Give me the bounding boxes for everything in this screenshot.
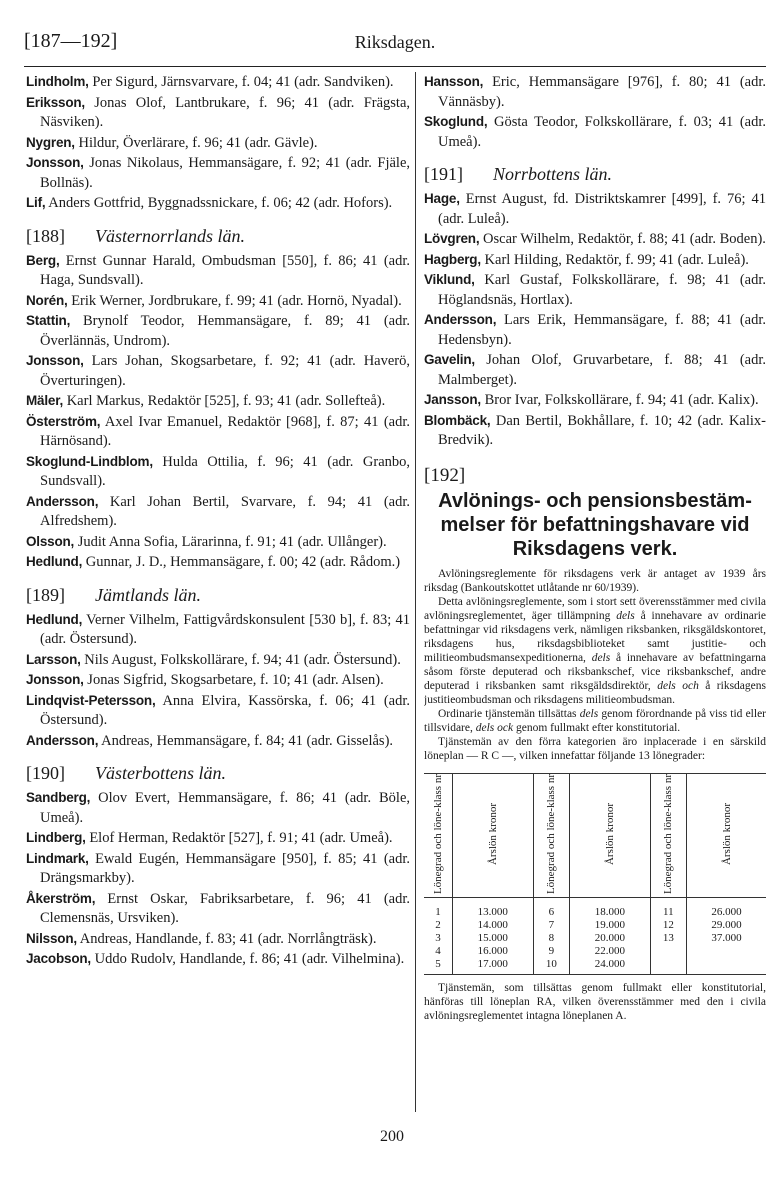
table-cell: 13 [650, 932, 687, 945]
right-column [424, 72, 766, 1111]
member-entry: Larsson, Nils August, Folkskollärare, f. 94; 41 (adr. Östersund). [26, 651, 401, 668]
table-header: Lönegrad och löne-klass nr [533, 773, 570, 897]
table-cell: 17.000 [453, 958, 534, 975]
table-cell: 14.000 [453, 919, 534, 932]
table-row [424, 932, 766, 945]
member-entry: Lindberg, Elof Herman, Redaktör [527], f. 91; 41 (adr. Umeå). [26, 830, 393, 846]
paragraph-scope: Detta avlöningsreglemente, som i stort sett överensstämmer med civila avlöningsreglementet, äger tillämpning dels å innehavare av ordinarie befattningar vid riksdagens verk, nämligen riksbanken, riksgäldskontoret, riksdagens hus, riksdagsbiblioteket samt justitie- och militieombudsmansexpeditionerna, dels å innehavare av befattningarna såsom förste deputerad och riksbankschef, vice riksbankschef, andre deputerad i riksbanken samt riksgäldsdirektör, dels och å riksdagens justitieombudsman och riksdagens militieombudsman. [424, 595, 766, 706]
paragraph-regulation: Avlöningsreglemente för riksdagens verk är antaget av 1939 års riksdag (Bankoutskottet utlåtande nr 60/1939). [424, 567, 766, 594]
member-entry: Mäler, Karl Markus, Redaktör [525], f. 93; 41 (adr. Sollefteå). [26, 393, 386, 409]
member-entry: Andersson, Lars Erik, Hemmansägare, f. 88; 41 (adr. Hedensbyn). [424, 312, 766, 348]
member-entry: Lindmark, Ewald Eugén, Hemmansägare [950], f. 85; 41 (adr. Drängsmarkby). [26, 850, 410, 886]
table-cell: 3 [435, 931, 441, 944]
member-entry: Blombäck, Dan Bertil, Bokhållare, f. 10; 42 (adr. Kalix-Bredvik). [424, 412, 766, 448]
member-entry: Viklund, Karl Gustaf, Folkskollärare, f. 98; 41 (adr. Höglandsnäs, Hortlax). [424, 272, 766, 308]
table-header: Lönegrad och löne-klass nr [424, 773, 453, 897]
table-cell: 18.000 [570, 897, 651, 919]
paragraph-appointment: Ordinarie tjänstemän tillsättas dels genom förordnande på viss tid eller tillsvidare, dels ock genom fullmakt efter konstitutorial. [424, 707, 766, 734]
table-row [424, 897, 766, 919]
table-cell: 5 [424, 958, 453, 975]
table-cell: 13.000 [453, 897, 534, 919]
section-heading-191: [191] Norrbottens län. [424, 164, 613, 184]
member-entry: Andersson, Andreas, Hemmansägare, f. 84; 41 (adr. Gisselås). [26, 732, 394, 749]
table-cell: 4 [435, 944, 441, 957]
table-cell: 26.000 [687, 897, 766, 919]
page-number: 200 [380, 1128, 404, 1145]
table-cell [650, 958, 687, 975]
table-header-row [424, 773, 766, 897]
table-cell: 19.000 [570, 919, 651, 932]
page-range: [187—192] [24, 30, 118, 52]
member-entry: Jacobson, Uddo Rudolv, Handlande, f. 86; 41 (adr. Vilhelmina). [26, 951, 405, 967]
page-header [24, 30, 766, 67]
member-entry: Eriksson, Jonas Olof, Lantbrukare, f. 96; 41 (adr. Frägsta, Näsviken). [26, 94, 410, 130]
table-cell: 37.000 [687, 932, 766, 945]
member-entry: Nygren, Hildur, Överlärare, f. 96; 41 (adr. Gävle). [26, 134, 318, 151]
table-cell: 24.000 [570, 958, 651, 975]
member-entry: Stattin, Brynolf Teodor, Hemmansägare, f. 89; 41 (adr. Överlännäs, Undrom). [26, 313, 410, 349]
member-entry: Österström, Axel Ivar Emanuel, Redaktör [968], f. 87; 41 (adr. Härnösand). [26, 413, 410, 449]
member-entry: Lövgren, Oscar Wilhelm, Redaktör, f. 88; 41 (adr. Boden). [424, 231, 766, 247]
section-number-192: [192] [424, 464, 466, 486]
table-row [424, 945, 766, 958]
member-entry: Åkerström, Ernst Oskar, Fabriksarbetare, f. 96; 41 (adr. Clemensnäs, Ursviken). [26, 890, 410, 926]
section-heading-189: [189] Jämtlands län. [26, 584, 201, 605]
member-entry: Jonsson, Jonas Nikolaus, Hemmansägare, f. 92; 41 (adr. Fjäle, Bollnäs). [26, 155, 410, 191]
member-entry: Lindqvist-Petersson, Anna Elvira, Kassörska, f. 06; 41 (adr. Östersund). [26, 692, 410, 728]
member-entry: Nilsson, Andreas, Handlande, f. 83; 41 (adr. Norrlångträsk). [26, 930, 377, 947]
table-cell: 6 [533, 897, 570, 919]
table-header: Årslön kronor [570, 773, 651, 897]
paragraph-salary-plan-ra: Tjänstemän, som tillsättas genom fullmakt eller konstitutorial, hänföras till löneplan RA, vilken överensstämmer med den i civila avlöningsreglementet intagna löneplanen A. [424, 981, 766, 1022]
member-entry: Skoglund, Gösta Teodor, Folkskollärare, f. 03; 41 (adr. Umeå). [424, 114, 766, 150]
member-entry: Olsson, Judit Anna Sofia, Lärarinna, f. 91; 41 (adr. Ullånger). [26, 533, 387, 550]
paragraph-salary-plan: Tjänstemän av den förra kategorien äro inplacerade i en särskild löneplan — R C —, vilken innefattar följande 13 lönegrader: [424, 735, 766, 762]
table-cell [687, 945, 766, 958]
table-header: Lönegrad och löne-klass nr [650, 773, 687, 897]
member-entry: Lif, Anders Gottfrid, Byggnadssnickare, f. 06; 42 (adr. Hofors). [26, 195, 393, 211]
member-entry: Andersson, Karl Johan Bertil, Svarvare, f. 94; 41 (adr. Alfredshem). [26, 493, 410, 529]
left-column [26, 72, 410, 1111]
table-cell: 16.000 [453, 945, 534, 958]
table-cell: 29.000 [687, 919, 766, 932]
table-header: Årslön kronor [453, 773, 534, 897]
member-entry: Hagberg, Karl Hilding, Redaktör, f. 99; 41 (adr. Luleå). [424, 251, 749, 268]
member-entry: Hage, Ernst August, fd. Distriktskamrer [499], f. 76; 41 (adr. Luleå). [424, 191, 766, 227]
member-entry: Lindholm, Per Sigurd, Järnsvarvare, f. 04; 41 (adr. Sandviken). [26, 74, 394, 90]
table-cell: 11 [650, 897, 687, 919]
table-cell [650, 945, 687, 958]
section-heading-190: [190] Västerbottens län. [26, 763, 226, 783]
section-title-192: Avlönings- och pensionsbestäm- melser för befattningshavare vid Riksdagens verk. [438, 489, 752, 560]
member-entry: Sandberg, Olov Evert, Hemmansägare, f. 86; 41 (adr. Böle, Umeå). [26, 790, 410, 826]
member-entry: Hansson, Eric, Hemmansägare [976], f. 80; 41 (adr. Vännäsby). [424, 74, 766, 110]
table-cell: 15.000 [453, 932, 534, 945]
table-cell: 22.000 [570, 945, 651, 958]
table-cell: 8 [533, 932, 570, 945]
table-cell: 12 [650, 919, 687, 932]
member-entry: Jonsson, Lars Johan, Skogsarbetare, f. 92; 41 (adr. Haverö, Överturingen). [26, 353, 410, 389]
table-cell: 1 [435, 905, 441, 918]
table-cell: 10 [533, 958, 570, 975]
member-entry: Norén, Erik Werner, Jordbrukare, f. 99; 41 (adr. Hornö, Nyadal). [26, 292, 402, 309]
table-cell [687, 958, 766, 975]
table-cell: 2 [435, 918, 441, 931]
member-entry: Berg, Ernst Gunnar Harald, Ombudsman [550], f. 86; 41 (adr. Haga, Sundsvall). [26, 252, 410, 288]
table-header: Årslön kronor [687, 773, 766, 897]
member-entry: Hedlund, Verner Vilhelm, Fattigvårdskonsulent [530 b], f. 83; 41 (adr. Östersund). [26, 611, 410, 647]
page-title: Riksdagen. [354, 32, 436, 52]
member-entry: Jansson, Bror Ivar, Folkskollärare, f. 94; 41 (adr. Kalix). [424, 392, 759, 408]
salary-table [424, 773, 766, 975]
member-entry: Gavelin, Johan Olof, Gruvarbetare, f. 88; 41 (adr. Malmberget). [424, 352, 766, 388]
member-entry: Hedlund, Gunnar, J. D., Hemmansägare, f. 00; 42 (adr. Rådom.) [26, 554, 401, 570]
table-cell: 20.000 [570, 932, 651, 945]
table-cell: 7 [533, 919, 570, 932]
section-heading-188: [188] Västernorrlands län. [26, 225, 246, 246]
member-entry: Jonsson, Jonas Sigfrid, Skogsarbetare, f. 10; 41 (adr. Alsen). [26, 672, 384, 688]
table-row [424, 958, 766, 975]
member-entry: Skoglund-Lindblom, Hulda Ottilia, f. 96; 41 (adr. Granbo, Sundsvall). [26, 453, 410, 489]
table-row [424, 919, 766, 932]
table-cell: 9 [533, 945, 570, 958]
column-divider [415, 72, 416, 1112]
